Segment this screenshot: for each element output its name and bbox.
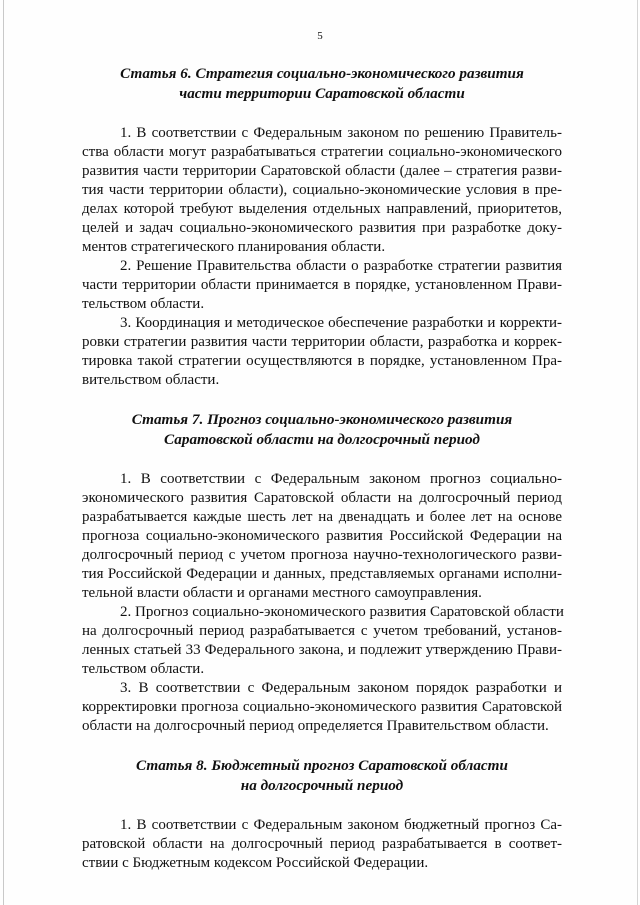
paragraph-line: 1. В соответствии с Федеральным законом по решению Правитель-: [120, 125, 562, 141]
scan-right-edge: [637, 0, 638, 905]
paragraph-line: ленных статьей 33 Федерального закона, и подлежит утверждению Прави-: [82, 642, 562, 658]
article-heading-line: Статья 6. Стратегия социально-экономического развития: [120, 65, 524, 82]
article-heading-line: Статья 8. Бюджетный прогноз Саратовской области: [136, 757, 508, 774]
paragraph-line: ства области могут разрабатываться стратегии социально-экономического: [82, 144, 562, 160]
article-paragraph: [82, 257, 562, 314]
article-heading-line: Саратовской области на долгосрочный период: [164, 431, 480, 448]
page-number: 5: [317, 30, 323, 42]
article-paragraph: [82, 679, 562, 736]
paragraph-line: ствии с Бюджетным кодексом Российской Федерации.: [82, 855, 429, 871]
article-heading: [82, 410, 562, 450]
article-heading-line: на долгосрочный период: [240, 777, 404, 794]
paragraph-line: области на долгосрочный период определяется Правительством области.: [82, 718, 549, 734]
document-body: [82, 64, 562, 873]
paragraph-line: 1. В соответствии с Федеральным законом прогноз социально-: [120, 471, 562, 487]
paragraph-line: ментов стратегического планирования области.: [82, 239, 386, 255]
article-paragraph: [82, 314, 562, 390]
paragraph-line: на долгосрочный период разрабатывается с учетом требований, установ-: [82, 623, 562, 639]
paragraph-line: прогноза социально-экономического развития Российской Федерации на: [82, 528, 562, 544]
paragraph-line: долгосрочный период с учетом прогноза научно-технологического разви-: [82, 547, 562, 563]
paragraph-line: тельством области.: [82, 296, 205, 312]
paragraph-line: разрабатывается каждые шесть лет на двенадцать и более лет на основе: [82, 509, 562, 525]
paragraph-line: 3. В соответствии с Федеральным законом порядок разработки и: [120, 680, 562, 696]
paragraph-line: 2. Прогноз социально-экономического развития Саратовской области: [120, 604, 564, 620]
paragraph-line: вительством области.: [82, 372, 220, 388]
article-paragraph: [82, 603, 562, 679]
paragraph-line: тельством области.: [82, 661, 205, 677]
paragraph-line: корректировки прогноза социально-экономического развития Саратовской: [82, 699, 562, 715]
article-heading-line: части территории Саратовской области: [179, 85, 465, 102]
paragraph-line: 3. Координация и методическое обеспечение разработки и корректи-: [120, 315, 562, 331]
paragraph-line: части территории области принимается в порядке, установленном Прави-: [82, 277, 562, 293]
paragraph-line: ровки стратегии развития части территории области, разработка и коррек-: [82, 334, 562, 350]
article-heading: [82, 756, 562, 796]
article-paragraph: [82, 124, 562, 257]
article-heading-line: Статья 7. Прогноз социально-экономического развития: [131, 411, 513, 428]
paragraph-line: тировка такой стратегии осуществляются в порядке, установленном Пра-: [82, 353, 562, 369]
scan-left-edge: [3, 0, 4, 905]
paragraph-line: развития части территории Саратовской области (далее – стратегия разви-: [82, 163, 562, 179]
article-heading: [82, 64, 562, 104]
paragraph-line: 2. Решение Правительства области о разработке стратегии развития: [120, 258, 562, 274]
paragraph-line: ратовской области на долгосрочный период разрабатывается в соответ-: [82, 836, 562, 852]
paragraph-line: экономического развития Саратовской области на долгосрочный период: [82, 490, 562, 506]
paragraph-line: тельной власти области и органами местного самоуправления.: [82, 585, 482, 601]
paragraph-line: 1. В соответствии с Федеральным законом бюджетный прогноз Са-: [120, 817, 562, 833]
paragraph-line: целей и задач социально-экономического развития при разработке доку-: [82, 220, 562, 236]
article-paragraph: [82, 816, 562, 873]
paragraph-line: тия части территории области), социально-экономические условия в пре-: [82, 182, 562, 198]
paragraph-line: делах которой требуют выделения отдельных направлений, приоритетов,: [82, 201, 562, 217]
paragraph-line: тия Российской Федерации и данных, представляемых органами исполни-: [82, 566, 562, 582]
article-paragraph: [82, 470, 562, 603]
